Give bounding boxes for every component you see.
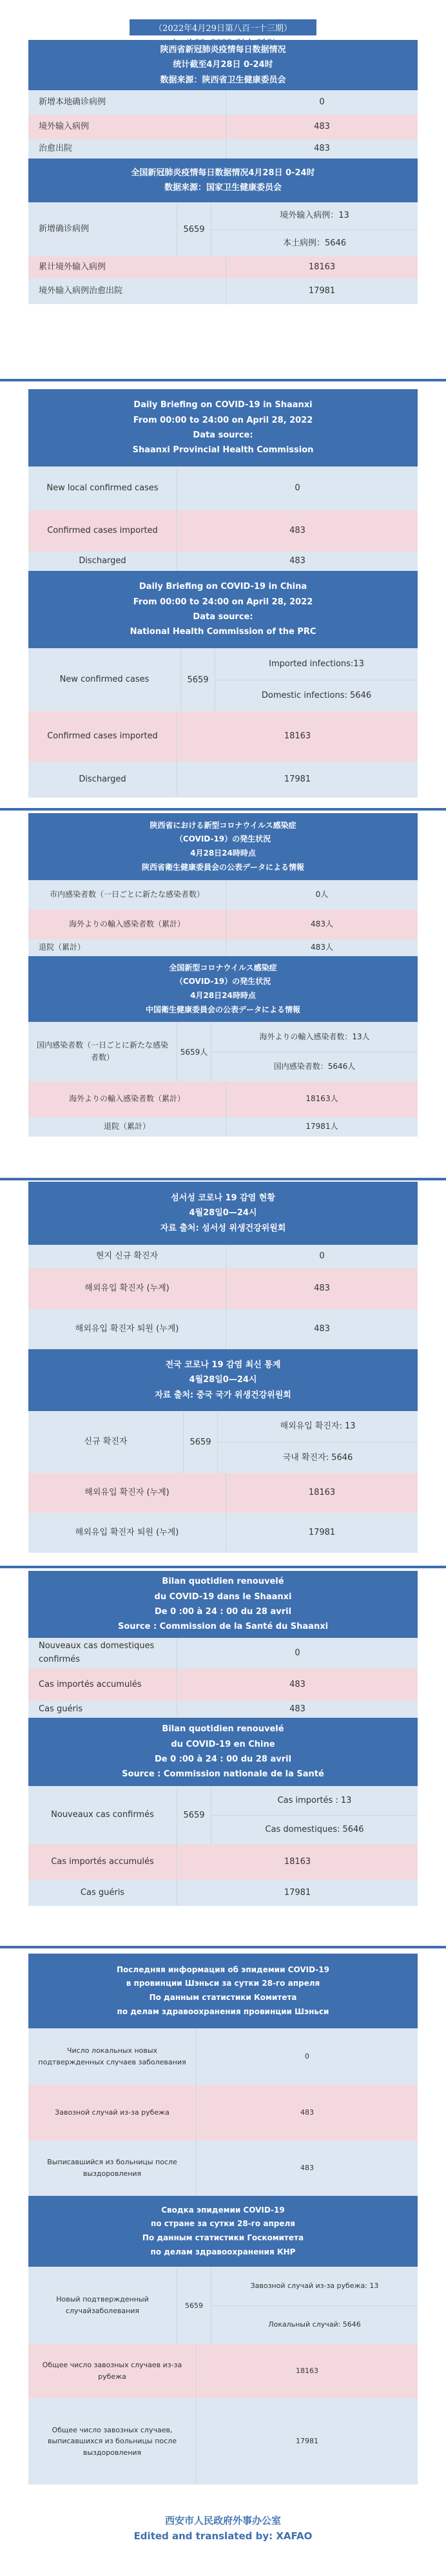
sub-cell: Domestic infections: 5646	[215, 680, 418, 712]
cell-value: 0	[177, 466, 418, 510]
table-row	[28, 2140, 418, 2196]
table-row	[28, 1880, 418, 1906]
new-cases-row	[28, 2267, 418, 2344]
cell-value: 483人	[226, 910, 418, 939]
header-line: в провинции Шэньси за сутки 28-го апреля	[126, 1979, 320, 1988]
cell-value: 483	[226, 1268, 418, 1309]
cell-value: 18163	[177, 1844, 418, 1880]
header-line: De 0 :00 à 24 : 00 du 28 avril	[154, 1754, 292, 1764]
table-row	[28, 1117, 418, 1137]
cell-label: 海外よりの輸入感染者数（累計）	[68, 1094, 185, 1104]
cell-value: 5659	[177, 202, 211, 256]
table-row	[28, 1638, 418, 1669]
section-divider	[0, 1178, 446, 1180]
cell-label: 해외유입 확진자 퇴원 (누계)	[75, 1527, 179, 1537]
header-line: 4月28日24時時点	[190, 991, 256, 1000]
cell-label: 治愈出院	[39, 143, 73, 153]
section-divider	[0, 1946, 446, 1948]
table-row	[28, 910, 418, 939]
header-line: De 0 :00 à 24 : 00 du 28 avril	[154, 1607, 292, 1617]
cell-label: 海外よりの輸入感染者数（累計）	[68, 919, 185, 929]
header-line: Shaanxi Provincial Health Commission	[132, 445, 314, 456]
header-line: （COVID-19）の発生状況	[175, 977, 271, 986]
sub-cell: Локальный случай: 5646	[211, 2305, 418, 2345]
cell-label: 退院（累計）	[103, 1122, 150, 1131]
section-korean	[28, 1182, 418, 1553]
header-line: 统计截至4月28日 0-24时	[173, 60, 273, 70]
new-cases-row	[28, 1411, 418, 1473]
china-header	[28, 2196, 418, 2267]
header-line: По данным статистики Госкомитета	[142, 2233, 304, 2242]
header-line: по делам здравоохранения провинции Шэньси	[117, 2006, 329, 2016]
table-row	[28, 256, 418, 278]
cell-value: 5659	[180, 648, 215, 711]
header-line: 全国新型コロナウイルス感染症	[169, 963, 277, 972]
table-row	[28, 1669, 418, 1701]
cell-label: 累计境外输入病例	[39, 262, 106, 272]
header-line: Source : Commission nationale de la Santé	[122, 1769, 324, 1780]
header-line: 陕西省における新型コロナウイルス感染症	[150, 820, 296, 830]
sub-cell: 海外よりの輸入感染者数：13人	[259, 1032, 370, 1041]
cell-value: 17981	[177, 762, 418, 798]
cell-value: 483	[177, 1701, 418, 1718]
table-row	[28, 939, 418, 956]
cell-label: New local confirmed cases	[46, 483, 159, 493]
header-line: du COVID-19 dans le Shaanxi	[154, 1591, 292, 1602]
table-row	[28, 139, 418, 159]
cell-label: Discharged	[79, 555, 126, 566]
footer-credit: Edited and translated by: XAFAO	[133, 2530, 313, 2542]
china-header	[28, 571, 418, 648]
table-row	[28, 1844, 418, 1880]
cell-label: 新增确诊病例	[39, 224, 90, 234]
header-line: Data source:	[193, 430, 253, 440]
cell-value: 17981	[196, 2398, 418, 2485]
cell-value: 483	[177, 552, 418, 571]
cell-label: 境外输入病例	[39, 121, 90, 131]
table-row	[28, 1701, 418, 1718]
new-cases-row	[28, 1786, 418, 1844]
cell-value: 5659	[183, 1411, 218, 1473]
cell-label: 退院（累計）	[39, 943, 86, 952]
cell-value: 18163	[226, 256, 418, 278]
cell-value: 18163人	[226, 1081, 418, 1117]
cell-value: 483	[177, 1669, 418, 1701]
header-line: du COVID-19 en Chine	[171, 1739, 275, 1749]
cell-value: 483	[196, 2085, 418, 2140]
header-line: 中国衛生健康委員会の公表データによる情報	[145, 1004, 300, 1014]
cell-label: 해외유입 확진자 퇴원 (누계)	[75, 1323, 179, 1334]
cell-value: 17981	[226, 1513, 418, 1553]
section-divider	[0, 1566, 446, 1568]
cell-value: 17981人	[226, 1117, 418, 1137]
header-line: 섬서성 코로나 19 감염 현황	[171, 1193, 275, 1203]
cell-value: 5659人	[177, 1022, 211, 1081]
section-japanese	[28, 813, 418, 1137]
table-row	[28, 1268, 418, 1309]
header-line: 자료 출처: 섬서성 위생건강위원회	[160, 1223, 286, 1233]
section-russian	[28, 1954, 418, 2485]
header-line: From 00:00 to 24:00 on April 28, 2022	[133, 415, 313, 425]
cell-value: 5659	[177, 1786, 211, 1844]
cell-value: 0	[196, 2028, 418, 2085]
header-line: Последняя информация об эпидемии COVID-19	[117, 1965, 329, 1974]
cell-label: 신규 확진자	[84, 1436, 128, 1447]
cell-label: Cas guéris	[80, 1887, 125, 1898]
shaanxi-header	[28, 389, 418, 466]
cell-value: 5659	[177, 2267, 211, 2344]
cell-label: Общее число завозных случаев, выписавшихся из больницы после выздоровления	[48, 2425, 177, 2457]
cell-value: 483	[177, 510, 418, 552]
cell-value: 18163	[226, 1473, 418, 1513]
header-line: по делам здравоохранения КНР	[150, 2247, 296, 2256]
cell-label: 해외유입 확진자 (누계)	[84, 1487, 170, 1497]
cell-label: Cas importés accumulés	[51, 1856, 154, 1867]
issue-banner: （2022年4月29日第八百一十三期）	[130, 19, 316, 35]
cell-value: 483	[226, 139, 418, 159]
header-line: Source : Commission de la Santé du Shaanxi	[117, 1622, 329, 1632]
header-line: 4월28일0—24시	[189, 1208, 257, 1218]
cell-label: Cas guéris	[39, 1704, 83, 1714]
header-line: 陕西省衛生健康委員会の公表データによる情報	[141, 862, 304, 872]
section-english	[28, 389, 418, 798]
section-french	[28, 1571, 418, 1906]
cell-value: 0	[226, 90, 418, 115]
sub-cell: 境外输入病例：13	[280, 211, 349, 220]
header-line: 4월28일0—24시	[189, 1375, 257, 1385]
cell-label: 해외유입 확진자 (누계)	[84, 1283, 170, 1293]
table-row	[28, 1309, 418, 1349]
header-line: （COVID-19）の発生状況	[175, 834, 271, 844]
shaanxi-header	[28, 813, 418, 880]
cell-value: 483人	[226, 939, 418, 956]
table-row	[28, 762, 418, 798]
header-line: Daily Briefing on COVID-19 in China	[139, 582, 307, 592]
cell-label: Выписавшийся из больницы после выздоровления	[47, 2158, 177, 2178]
cell-label: 国内感染者数（一日ごとに新たな感染者数）	[36, 1040, 168, 1062]
table-row	[28, 880, 418, 910]
header-line: National Health Commission of the PRC	[130, 627, 316, 637]
sub-cell: Imported infections:13	[269, 658, 364, 669]
sub-cell: Завозной случай из-за рубежа: 13	[250, 2281, 379, 2290]
cell-label: 현지 신규 확진자	[95, 1251, 159, 1261]
header-line: Сводка эпидемии COVID-19	[161, 2205, 285, 2215]
china-header	[28, 956, 418, 1022]
cell-value: 17981	[226, 278, 418, 304]
new-cases-row	[28, 202, 418, 256]
table-row	[28, 1245, 418, 1268]
header-line: 자료 출처: 중국 국가 위생건강위원회	[155, 1390, 291, 1400]
footer-org: 西安市人民政府外事办公室	[164, 2515, 281, 2526]
cell-value: 18163	[177, 711, 418, 762]
cell-value: 17981	[177, 1880, 418, 1906]
cell-value: 18163	[196, 2344, 418, 2398]
cell-label: Confirmed cases imported	[47, 525, 158, 535]
cell-value: 483	[226, 115, 418, 139]
header-line: 数据来源：陕西省卫生健康委员会	[160, 75, 286, 85]
table-row	[28, 1473, 418, 1513]
sub-cell: 국내 확진자: 5646	[218, 1442, 418, 1474]
table-row	[28, 510, 418, 552]
cell-label: Cas importés accumulés	[39, 1679, 142, 1689]
china-header	[28, 159, 418, 202]
table-row	[28, 2344, 418, 2398]
header-line: по стране за сутки 28-го апреля	[151, 2219, 295, 2229]
shaanxi-header	[28, 1571, 418, 1638]
cell-label: Discharged	[79, 774, 126, 784]
cell-label: New confirmed cases	[59, 674, 150, 684]
cell-value: 0	[177, 1638, 418, 1669]
header-line: 陕西省新冠肺炎疫情每日数据情况	[160, 44, 286, 55]
table-row	[28, 552, 418, 571]
table-row	[28, 711, 418, 762]
cell-label: Nouveaux cas domestiques confirmés	[39, 1641, 155, 1664]
sub-cell: Cas importés : 13	[277, 1795, 352, 1805]
cell-label: Confirmed cases imported	[47, 731, 158, 741]
shaanxi-header	[28, 40, 418, 90]
section-divider	[0, 379, 446, 381]
header-line: Data source:	[193, 612, 253, 622]
cell-label: Число локальных новых подтвержденных случаев заболевания	[38, 2046, 186, 2066]
table-row	[28, 90, 418, 115]
footer	[0, 2513, 446, 2544]
table-row	[28, 2398, 418, 2485]
cell-value: 0	[226, 1245, 418, 1268]
new-cases-row	[28, 1022, 418, 1081]
cell-value: 483	[226, 1309, 418, 1349]
shaanxi-header	[28, 1182, 418, 1245]
cell-label: Nouveaux cas confirmés	[51, 1809, 154, 1820]
table-row	[28, 466, 418, 510]
header-line: From 00:00 to 24:00 on April 28, 2022	[133, 597, 313, 607]
sub-cell: 国内感染者数：5646人	[211, 1052, 418, 1082]
china-header	[28, 1349, 418, 1411]
cell-label: 市内感染者数（一日ごとに新たな感染者数）	[49, 890, 204, 899]
sub-cell: Cas domestiques: 5646	[211, 1815, 418, 1845]
china-header	[28, 1718, 418, 1786]
header-line: Bilan quotidien renouvelé	[162, 1577, 284, 1587]
sub-cell: 해외유입 확진자: 13	[280, 1421, 356, 1431]
header-line: По данным статистики Комитета	[149, 1993, 297, 2002]
table-row	[28, 1513, 418, 1553]
header-line: 4月28日24時時点	[190, 849, 256, 858]
table-row	[28, 2028, 418, 2085]
cell-label: 境外输入病例治愈出院	[39, 285, 123, 296]
section-chinese	[28, 40, 418, 304]
new-cases-row	[28, 648, 418, 711]
cell-value: 483	[196, 2140, 418, 2196]
header-line: Daily Briefing on COVID-19 in Shaanxi	[133, 400, 313, 410]
section-divider	[0, 808, 446, 811]
sub-cell: 本土病例：5646	[211, 229, 418, 257]
shaanxi-header	[28, 1954, 418, 2028]
table-row	[28, 1081, 418, 1117]
header-line: 数据来源：国家卫生健康委员会	[164, 183, 282, 193]
cell-label: Завозной случай из-за рубежа	[55, 2108, 170, 2117]
cell-label: Общее число завозных случаев из-за рубежа	[42, 2361, 182, 2381]
table-row	[28, 2085, 418, 2140]
cell-value: 0人	[226, 880, 418, 910]
header-line: Bilan quotidien renouvelé	[162, 1724, 284, 1735]
header-line: 전국 코로나 19 감염 최신 통계	[165, 1360, 281, 1370]
table-row	[28, 278, 418, 304]
table-row	[28, 115, 418, 139]
header-line: 全国新冠肺炎疫情每日数据情况4月28日 0-24时	[131, 168, 315, 178]
cell-label: 新增本地确诊病例	[39, 97, 106, 107]
cell-label: Новый подтвержденный случайзаболевания	[56, 2295, 149, 2315]
